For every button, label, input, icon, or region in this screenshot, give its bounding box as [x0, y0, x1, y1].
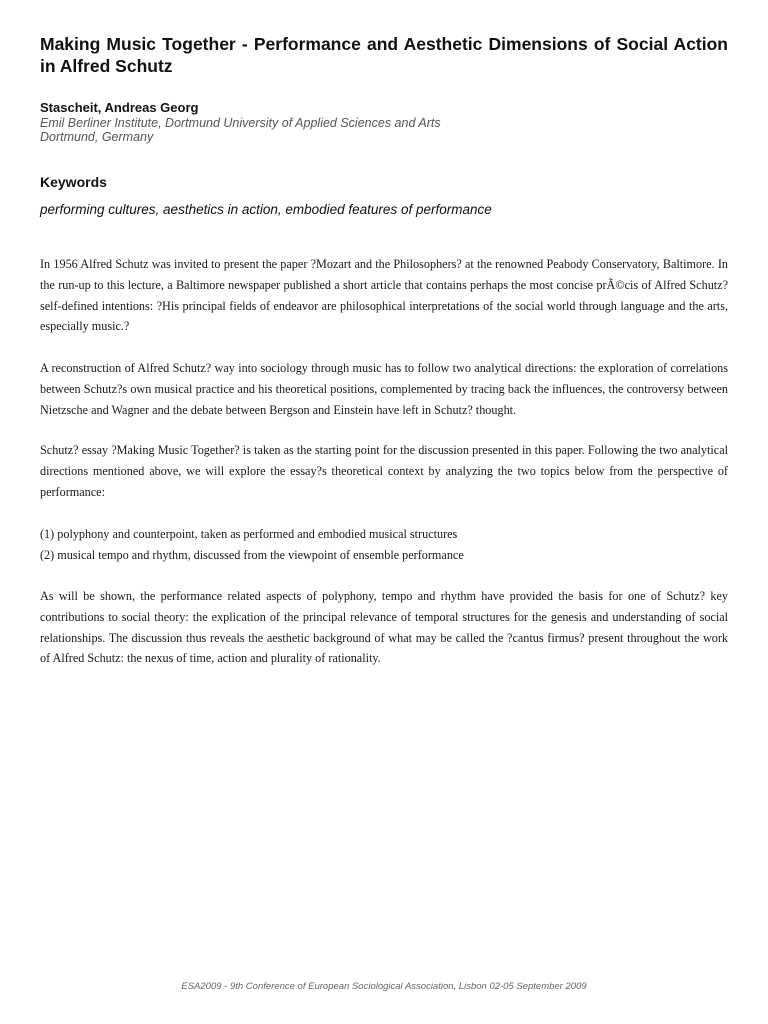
paragraph: As will be shown, the performance related aspects of polyphony, tempo and rhythm have provided the basis for one of Schutz? key contributions to social theory: the explication of the principal relevance of temporal structures for the genesis and understanding of social relationships. The discussion thus reveals the aesthetic background of what may be called the ?cantus firmus? present throughout the work of Alfred Schutz: the nexus of time, action and plurality of rationality.: [40, 589, 728, 666]
affiliation-location: Dortmund, Germany: [40, 130, 154, 144]
keywords-heading: Keywords: [40, 174, 107, 190]
topic-list: [40, 524, 728, 566]
list-item: (2) musical tempo and rhythm, discussed from the viewpoint of ensemble performance: [40, 547, 464, 562]
affiliation-institution: Emil Berliner Institute, Dortmund University of Applied Sciences and Arts: [40, 116, 441, 130]
paragraph: Schutz? essay ?Making Music Together? is taken as the starting point for the discussion presented in this paper. Following the two analytical directions mentioned above, we will explore the essay?s theoretical context by analyzing the two topics below from the perspective of performance:: [40, 443, 728, 499]
keywords-text: performing cultures, aesthetics in action, embodied features of performance: [40, 202, 492, 217]
page-footer: ESA2009 - 9th Conference of European Sociological Association, Lisbon 02-05 September 2009: [181, 981, 587, 992]
list-item: (1) polyphony and counterpoint, taken as performed and embodied musical structures: [40, 527, 458, 541]
paper-title: Making Music Together - Performance and Aesthetic Dimensions of Social Action in Alfred Schutz: [40, 34, 728, 76]
paragraph: A reconstruction of Alfred Schutz? way into sociology through music has to follow two analytical directions: the exploration of correlations between Schutz?s own musical practice and his theoretical positions, complemented by tracing back the influences, the controversy between Nietzsche and Wagner and the debate between Bergson and Einstein have left in Schutz? thought.: [40, 361, 728, 417]
paragraph: In 1956 Alfred Schutz was invited to present the paper ?Mozart and the Philosophers? at the renowned Peabody Conservatory, Baltimore. In the run-up to this lecture, a Baltimore newspaper published a short article that contains perhaps the most concise prÃ©cis of Alfred Schutz? self-defined intentions: ?His principal fields of endeavor are philosophical interpretations of the social world through language and the arts, especially music.?: [40, 257, 728, 334]
author-name: Stascheit, Andreas Georg: [40, 100, 199, 115]
